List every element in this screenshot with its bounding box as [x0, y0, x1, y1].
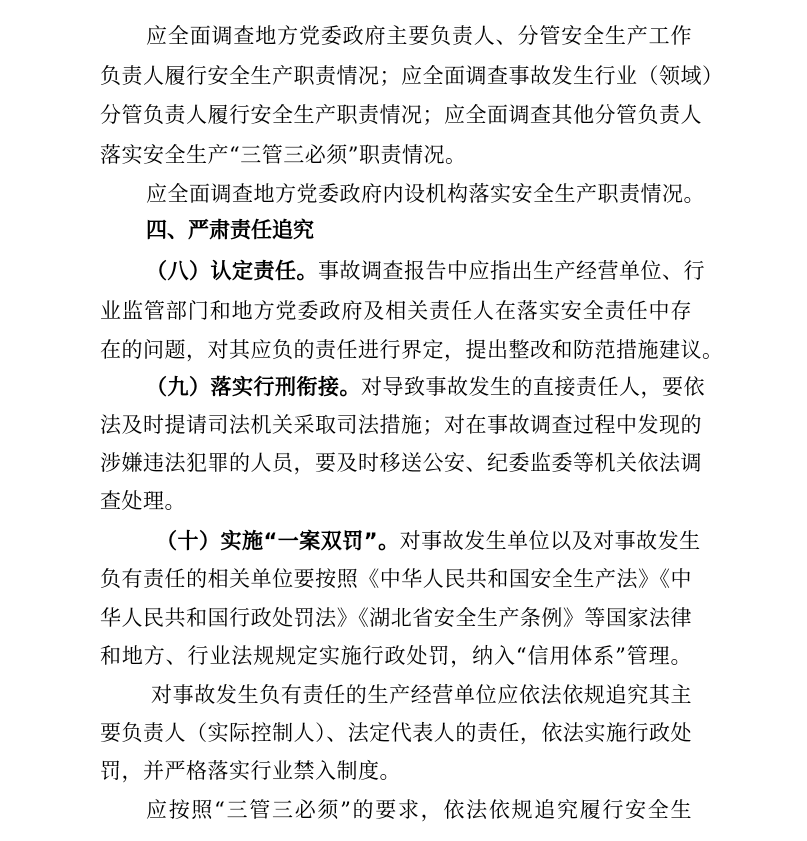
paragraph-5-line-2: 负有责任的相关单位要按照《中华人民共和国安全生产法》《中 — [100, 567, 692, 591]
paragraph-6-line-2: 要负责人（实际控制人）、法定代表人的责任，依法实施行政处 — [100, 721, 692, 745]
paragraph-4-line-1 — [146, 373, 705, 401]
paragraph-3-line-1 — [146, 257, 705, 285]
paragraph-1-line-4: 落实安全生产“三管三必须”职责情况。 — [100, 143, 467, 167]
paragraph-6-line-1: 对事故发生负有责任的生产经营单位应依法依规追究其主 — [151, 683, 692, 707]
paragraph-1-line-2: 负责人履行安全生产职责情况；应全面调查事故发生行业（领域） — [100, 64, 724, 88]
paragraph-3-lead: （八）认定责任。 — [146, 259, 318, 283]
paragraph-3-line-1-text: 事故调查报告中应指出生产经营单位、行 — [318, 259, 705, 283]
paragraph-7-line-1: 应按照“三管三必须”的要求，依法依规追究履行安全生 — [146, 798, 692, 822]
paragraph-4-line-1-text: 对导致事故发生的直接责任人，要依 — [361, 375, 705, 399]
paragraph-4-line-2: 法及时提请司法机关采取司法措施；对在事故调查过程中发现的 — [100, 413, 702, 437]
paragraph-1-line-1: 应全面调查地方党委政府主要负责人、分管安全生产工作 — [146, 24, 692, 48]
paragraph-4-line-3: 涉嫌违法犯罪的人员，要及时移送公安、纪委监委等机关依法调 — [100, 451, 702, 475]
paragraph-5-line-4: 和地方、行业法规规定实施行政处罚，纳入“信用体系”管理。 — [100, 644, 692, 668]
paragraph-5-line-1 — [156, 527, 701, 555]
paragraph-6-line-3: 罚，并严格落实行业禁入制度。 — [100, 759, 401, 783]
paragraph-4-line-4: 查处理。 — [100, 489, 186, 513]
paragraph-2-line-1: 应全面调查地方党委政府内设机构落实安全生产职责情况。 — [146, 182, 705, 206]
section-heading: 四、严肃责任追究 — [146, 218, 314, 242]
paragraph-5-line-3: 华人民共和国行政处罚法》《湖北省安全生产条例》等国家法律 — [100, 606, 692, 630]
paragraph-4-lead: （九）落实行刑衔接。 — [146, 375, 361, 399]
paragraph-3-line-2: 业监管部门和地方党委政府及相关责任人在落实安全责任中存 — [100, 299, 692, 323]
paragraph-5-lead: （十）实施“一案双罚”。 — [156, 529, 400, 553]
paragraph-1-line-3: 分管负责人履行安全生产职责情况；应全面调查其他分管负责人 — [100, 103, 702, 127]
paragraph-5-line-1-text: 对事故发生单位以及对事故发生 — [399, 529, 701, 553]
paragraph-3-line-3: 在的问题，对其应负的责任进行界定，提出整改和防范措施建议。 — [100, 338, 724, 362]
